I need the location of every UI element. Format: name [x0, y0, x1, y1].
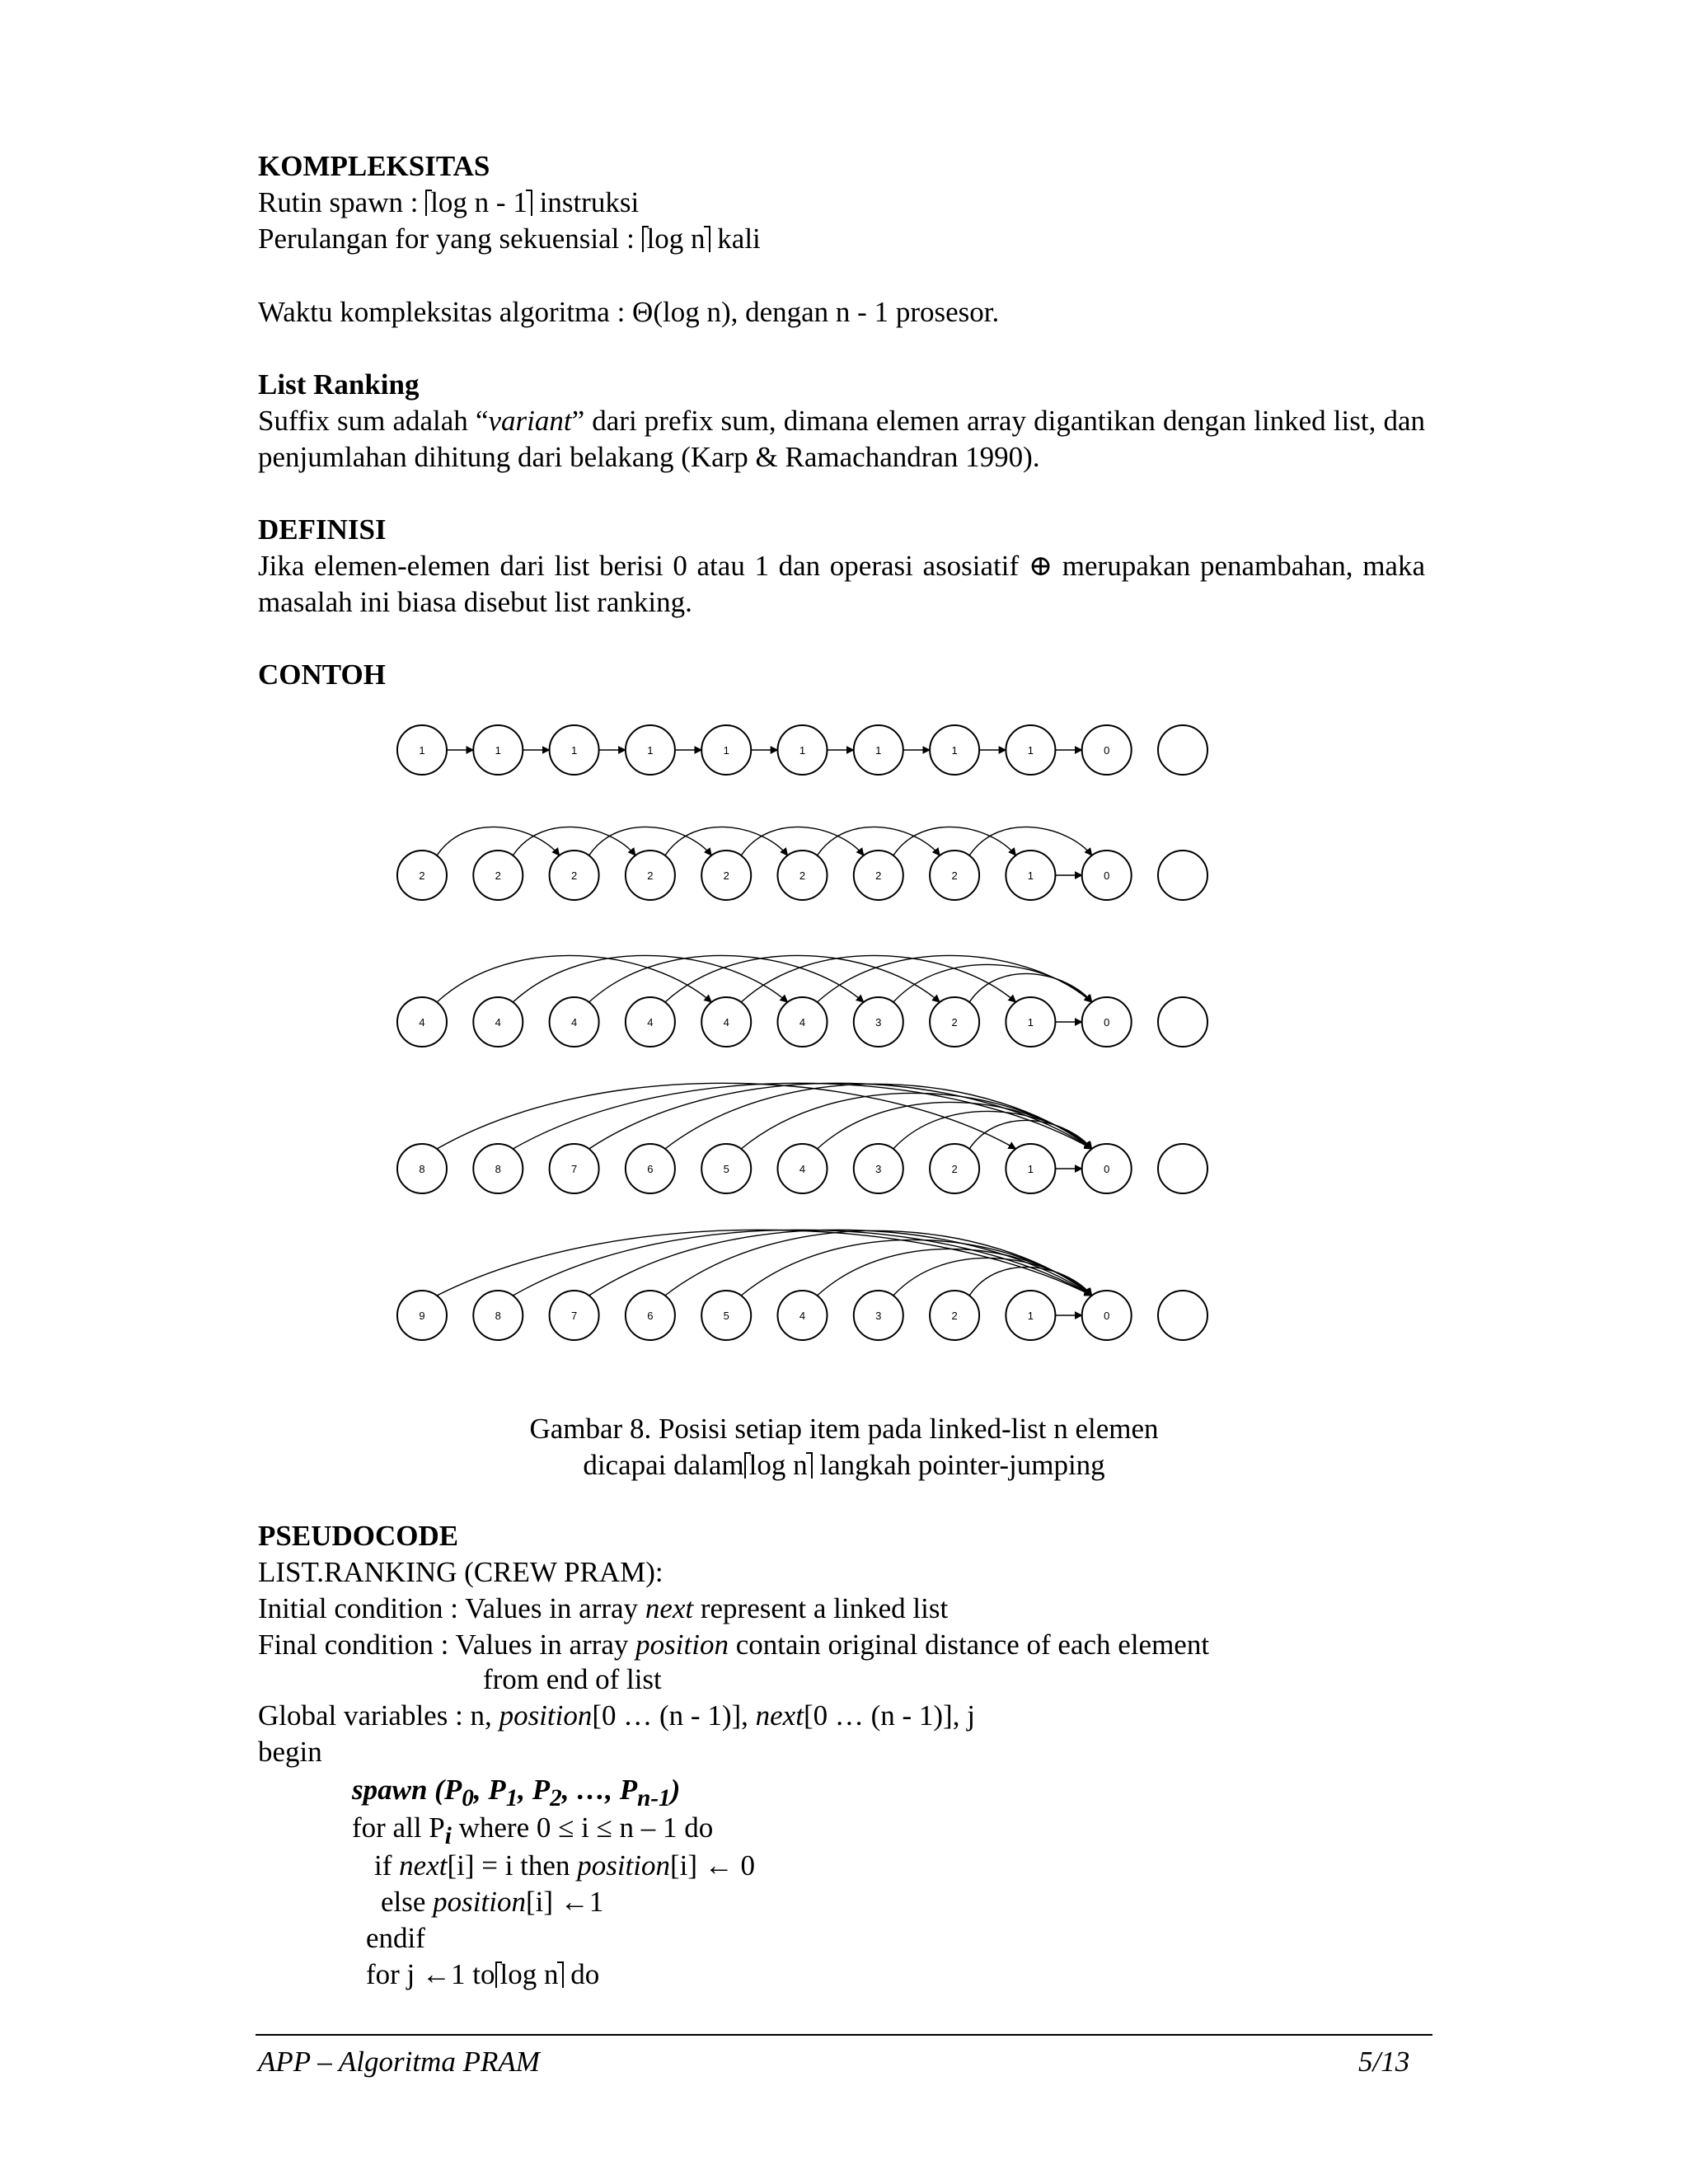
text: kali — [710, 223, 761, 255]
list-row — [397, 955, 1207, 1047]
node-value: 0 — [1104, 1310, 1110, 1322]
node-value: 4 — [799, 1163, 806, 1175]
text: [i] = i then — [447, 1849, 578, 1882]
text: position — [635, 1629, 729, 1661]
text: else — [381, 1886, 434, 1918]
text: position — [499, 1699, 593, 1732]
node-value: 3 — [875, 1310, 882, 1322]
node-value: 8 — [419, 1163, 425, 1175]
pointer-arrow — [893, 964, 1092, 1002]
heading-kompleksitas: KOMPLEKSITAS — [258, 150, 490, 182]
pseudocode-endif: endif — [366, 1922, 425, 1954]
node-value: 5 — [723, 1310, 729, 1322]
node-value: 0 — [1104, 1016, 1110, 1029]
text: ” dari prefix sum, dimana elemen array digantikan dengan linked list, dan penjumlahan dihitung dari belakang (Karp & Ramachandran 1990). — [258, 405, 1426, 473]
text: , …, P — [561, 1774, 638, 1806]
text: next — [755, 1699, 804, 1732]
pseudocode-if — [374, 1848, 755, 1884]
text: for j ←1 to — [366, 1958, 495, 1990]
node-value: 3 — [875, 1163, 882, 1175]
node-value: 4 — [570, 1016, 578, 1029]
node-value: 7 — [570, 1163, 578, 1175]
text: Suffix sum adalah “ — [258, 405, 489, 437]
pointer-arrow — [893, 1111, 1092, 1149]
text: log n - 1 — [430, 186, 528, 218]
list-row — [397, 1230, 1207, 1340]
text: 2 — [550, 1785, 562, 1811]
ceil-expression — [425, 185, 532, 221]
pseudocode-spawn: spawn ($P_0$, $P_1$, $P_2$, …, $P_{n-1}$) — [352, 1774, 681, 1811]
node-value: 4 — [799, 1016, 806, 1029]
pseudocode-for — [366, 1957, 599, 1993]
node-value: 4 — [723, 1016, 729, 1029]
ceil-expression — [495, 1957, 564, 1993]
pseudocode-initial — [258, 1591, 948, 1627]
pointer-arrow — [513, 955, 787, 1002]
text: 1 — [505, 1785, 518, 1811]
list-row — [397, 827, 1207, 900]
figure-caption-line1: Gambar 8. Posisi setiap item pada linked-list n elemen — [529, 1413, 1159, 1445]
list-node — [1158, 997, 1207, 1047]
node-value: 1 — [951, 744, 958, 757]
list-node — [1158, 1291, 1207, 1340]
text: dicapai dalam — [583, 1449, 744, 1481]
node-value: 1 — [723, 744, 729, 757]
pseudocode-globals — [258, 1698, 975, 1734]
footer-rule — [256, 2034, 1432, 2036]
node-value: 4 — [799, 1310, 806, 1322]
text: n-1 — [637, 1785, 671, 1811]
text: , P — [473, 1774, 506, 1806]
kompleksitas-time: Waktu kompleksitas algoritma : Θ(log n), dengan n - 1 prosesor. — [258, 296, 1000, 328]
text: Global variables : n, — [258, 1699, 499, 1732]
kompleksitas-line2 — [258, 221, 761, 257]
node-value: 1 — [495, 744, 501, 757]
node-value: 1 — [1027, 1163, 1034, 1175]
footer-title: APP – Algoritma PRAM — [258, 2046, 540, 2078]
text: [0 … (n - 1)], j — [803, 1699, 975, 1732]
heading-definisi: DEFINISI — [258, 513, 387, 546]
heading-contoh: CONTOH — [258, 658, 386, 691]
text: Perulangan for yang sekuensial : — [258, 223, 642, 255]
text: 0 — [462, 1785, 474, 1811]
node-value: 4 — [495, 1016, 501, 1029]
node-value: 4 — [419, 1016, 425, 1029]
pointer-arrow — [437, 955, 711, 1002]
node-value: 2 — [951, 1310, 958, 1322]
text: next — [399, 1849, 448, 1882]
node-value: 1 — [875, 744, 882, 757]
list-node — [1158, 851, 1207, 900]
list-row — [397, 725, 1207, 775]
node-value: 1 — [570, 744, 578, 757]
text: contain original distance of each element — [728, 1629, 1210, 1661]
node-value: 1 — [1027, 744, 1034, 757]
pointer-arrow — [893, 1258, 1092, 1296]
node-value: 2 — [647, 869, 654, 882]
text: , P — [518, 1774, 551, 1806]
text: position — [433, 1886, 526, 1918]
node-value: 2 — [570, 869, 578, 882]
node-value: 9 — [419, 1310, 425, 1322]
pseudocode-final-cont: from end of list — [483, 1663, 662, 1695]
node-value: 1 — [1027, 1016, 1034, 1029]
node-value: 2 — [495, 869, 501, 882]
text: log n — [748, 1449, 808, 1481]
figure-caption-line2 — [0, 1447, 1688, 1483]
pseudocode-else — [381, 1884, 603, 1920]
ceil-expression — [642, 221, 710, 257]
node-value: 1 — [1027, 869, 1034, 882]
text: next — [645, 1592, 694, 1624]
node-value: 6 — [647, 1163, 654, 1175]
heading-pseudocode: PSEUDOCODE — [258, 1520, 459, 1552]
text: do — [563, 1958, 600, 1990]
node-value: 2 — [799, 869, 806, 882]
text: Initial condition : Values in array — [258, 1592, 645, 1624]
text: for all P — [352, 1811, 445, 1844]
node-value: 1 — [799, 744, 806, 757]
node-value: 2 — [723, 869, 729, 882]
node-value: 0 — [1104, 1163, 1110, 1175]
text: i — [444, 1823, 452, 1849]
text: if — [374, 1849, 400, 1882]
text: [i] ←1 — [525, 1886, 604, 1918]
node-value: 0 — [1104, 869, 1110, 882]
pseudocode-begin: begin — [258, 1736, 322, 1768]
pointer-arrow — [437, 1230, 1092, 1296]
text: Final condition : Values in array — [258, 1629, 636, 1661]
text: instruksi — [532, 186, 640, 218]
text: represent a linked list — [693, 1592, 949, 1624]
list-node — [1158, 725, 1207, 775]
pseudocode-final — [258, 1627, 1209, 1663]
text: variant — [488, 405, 572, 437]
node-value: 1 — [647, 744, 654, 757]
text: [0 … (n - 1)], — [592, 1699, 756, 1732]
node-value: 2 — [875, 869, 882, 882]
text: langkah pointer-jumping — [812, 1449, 1105, 1481]
pseudocode-title: LIST.RANKING (CREW PRAM): — [258, 1556, 663, 1588]
node-value: 8 — [495, 1163, 501, 1175]
text: where 0 ≤ i ≤ n – 1 do — [451, 1811, 714, 1844]
heading-list-ranking: List Ranking — [258, 368, 420, 401]
definisi-paragraph: Jika elemen-elemen dari list berisi 0 atau 1 dan operasi asosiatif ⊕ merupakan penambahan, maka masalah ini biasa disebut list ranking. — [258, 550, 1425, 618]
kompleksitas-line1 — [258, 185, 639, 221]
node-value: 1 — [1027, 1310, 1034, 1322]
list-ranking-paragraph — [258, 403, 1425, 476]
node-value: 2 — [951, 1163, 958, 1175]
text: position — [577, 1849, 670, 1882]
list-row — [397, 1083, 1207, 1193]
node-value: 3 — [875, 1016, 882, 1029]
text: log n — [499, 1958, 559, 1990]
text: [i] ← 0 — [670, 1849, 756, 1882]
list-node — [1158, 1144, 1207, 1193]
node-value: 6 — [647, 1310, 654, 1322]
text: log n — [646, 223, 706, 255]
node-value: 1 — [419, 744, 425, 757]
footer-page-number: 5/13 — [1358, 2046, 1410, 2078]
text: Rutin spawn : — [258, 186, 426, 218]
node-value: 7 — [570, 1310, 578, 1322]
linked-list-figure — [396, 714, 1220, 1390]
node-value: 8 — [495, 1310, 501, 1322]
ceil-expression — [744, 1447, 813, 1483]
node-value: 0 — [1104, 744, 1110, 757]
node-value: 2 — [951, 869, 958, 882]
node-value: 2 — [419, 869, 425, 882]
node-value: 5 — [723, 1163, 729, 1175]
node-value: 2 — [951, 1016, 958, 1029]
text: spawn (P — [352, 1774, 462, 1806]
node-value: 4 — [647, 1016, 654, 1029]
